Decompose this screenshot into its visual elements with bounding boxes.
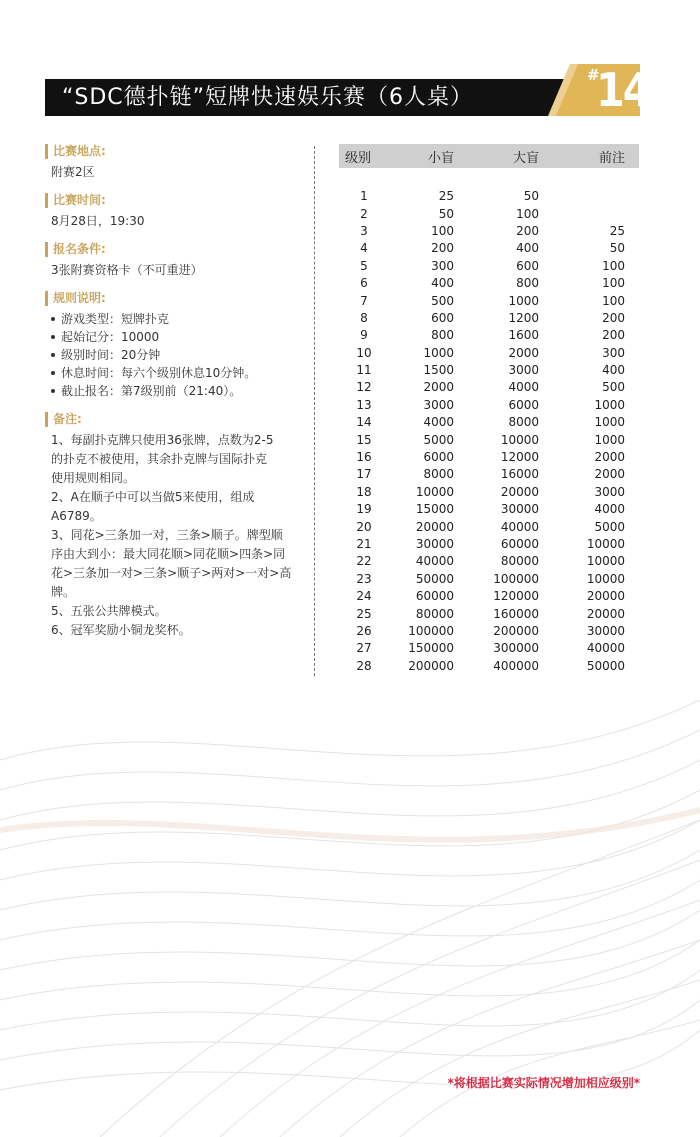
cell-level: 22 <box>356 554 372 569</box>
cell-ante <box>539 205 639 222</box>
cell-ante: 1000 <box>594 432 625 447</box>
table-row <box>339 379 639 396</box>
cell-level: 17 <box>356 467 372 482</box>
cell-small-blind: 6000 <box>423 450 454 465</box>
cell-ante: 2000 <box>594 450 625 465</box>
cell-ante: 5000 <box>594 519 625 534</box>
cell-ante: 10000 <box>586 537 625 551</box>
table-row <box>339 536 639 553</box>
cell-small-blind: 4000 <box>423 415 454 430</box>
cell-ante: 10000 <box>586 554 625 569</box>
rule-item <box>51 382 300 400</box>
table-spacer <box>339 168 639 188</box>
cell-level: 21 <box>356 537 372 551</box>
table-row <box>339 658 639 675</box>
bullet-icon <box>51 389 55 393</box>
table-row <box>339 188 639 205</box>
note-line: 牌。 <box>51 585 76 599</box>
cell-ante: 100 <box>602 276 625 291</box>
cell-small-blind: 500 <box>431 293 454 308</box>
cell-small-blind: 5000 <box>423 432 454 447</box>
table-row <box>339 466 639 483</box>
cell-level: 8 <box>360 310 368 325</box>
entry-label: 报名条件: <box>45 242 300 257</box>
cell-level: 5 <box>360 258 368 273</box>
cell-ante: 1000 <box>594 415 625 430</box>
cell-small-blind: 50000 <box>415 571 454 586</box>
column-divider <box>314 146 315 676</box>
cell-ante: 2000 <box>594 467 625 482</box>
table-row <box>339 518 639 535</box>
cell-small-blind: 2000 <box>423 380 454 395</box>
rule-item <box>51 346 300 364</box>
cell-small-blind: 15000 <box>415 502 454 517</box>
cell-big-blind: 40000 <box>500 519 539 534</box>
table-body <box>339 168 639 675</box>
cell-small-blind: 300 <box>431 258 454 273</box>
time-section <box>45 193 300 230</box>
table-row <box>339 345 639 362</box>
cell-big-blind: 400000 <box>493 658 539 673</box>
rule-text: 截止报名：第7级别前（21:40）。 <box>61 384 242 398</box>
cell-small-blind: 40000 <box>415 554 454 569</box>
cell-big-blind: 20000 <box>500 484 539 499</box>
cell-small-blind: 600 <box>431 310 454 325</box>
cell-small-blind: 200 <box>431 241 454 256</box>
cell-ante: 500 <box>602 380 625 395</box>
cell-big-blind: 200000 <box>493 623 539 638</box>
rule-text: 起始记分：10000 <box>61 330 160 344</box>
table-row <box>339 205 639 222</box>
cell-ante: 400 <box>602 363 625 378</box>
cell-ante: 50 <box>609 241 625 256</box>
rule-text: 休息时间：每六个级别休息10分钟。 <box>61 366 257 380</box>
table-row <box>339 275 639 292</box>
note-line: 花>三条加一对>三条>顺子>两对>一对>高 <box>51 566 292 580</box>
venue-section <box>45 144 300 181</box>
rule-item <box>51 328 300 346</box>
cell-small-blind: 8000 <box>423 467 454 482</box>
note-line: 5、五张公共牌模式。 <box>51 604 167 618</box>
cell-big-blind: 300000 <box>493 641 539 656</box>
table-row <box>339 223 639 240</box>
cell-level: 18 <box>356 484 372 499</box>
rules-label: 规则说明: <box>45 291 300 306</box>
cell-small-blind: 800 <box>431 328 454 343</box>
cell-big-blind: 800 <box>516 276 539 291</box>
header-level: 级别 <box>339 144 389 168</box>
cell-level: 6 <box>360 276 368 291</box>
cell-big-blind: 8000 <box>508 415 539 430</box>
cell-big-blind: 10000 <box>500 432 539 447</box>
cell-level: 26 <box>356 623 372 638</box>
page-title: “SDC德扑链”短牌快速娱乐赛（6人桌） <box>62 85 474 110</box>
cell-ante: 1000 <box>594 397 625 412</box>
cell-ante: 10000 <box>586 571 625 586</box>
table-row <box>339 640 639 657</box>
cell-small-blind: 1000 <box>423 345 454 360</box>
table-row <box>339 327 639 344</box>
cell-small-blind: 200000 <box>408 658 454 673</box>
cell-big-blind: 100000 <box>493 571 539 586</box>
cell-small-blind: 80000 <box>415 606 454 621</box>
note-line: 的扑克不被使用，其余扑克牌与国际扑克 <box>51 452 268 466</box>
cell-big-blind: 80000 <box>500 554 539 569</box>
cell-big-blind: 30000 <box>500 502 539 517</box>
cell-level: 11 <box>356 363 372 378</box>
note-line: 6、冠军奖励小铜龙奖杯。 <box>51 623 191 637</box>
cell-big-blind: 6000 <box>508 397 539 412</box>
cell-level: 16 <box>356 450 372 465</box>
cell-ante: 300 <box>602 345 625 360</box>
bullet-icon <box>51 335 55 339</box>
cell-small-blind: 100 <box>431 223 454 238</box>
entry-value: 3张附赛资格卡（不可重进） <box>51 263 203 277</box>
table-row <box>339 258 639 275</box>
cell-level: 4 <box>360 241 368 256</box>
header-big-blind: 大盲 <box>454 144 539 168</box>
cell-ante: 40000 <box>586 641 625 656</box>
table-row <box>339 310 639 327</box>
cell-big-blind: 400 <box>516 241 539 256</box>
time-value: 8月28日，19:30 <box>51 214 145 228</box>
table-row <box>339 431 639 448</box>
cell-level: 9 <box>360 328 368 343</box>
table-row <box>339 484 639 501</box>
cell-level: 25 <box>356 606 372 621</box>
cell-small-blind: 60000 <box>415 589 454 604</box>
cell-ante: 100 <box>602 258 625 273</box>
rule-item <box>51 310 300 328</box>
notes-list <box>45 431 300 640</box>
cell-ante: 20000 <box>586 589 625 604</box>
entry-section <box>45 242 300 279</box>
cell-big-blind: 2000 <box>508 345 539 360</box>
bullet-icon <box>51 317 55 321</box>
rules-section <box>45 291 300 400</box>
table-row <box>339 362 639 379</box>
cell-small-blind: 25 <box>438 189 454 204</box>
cell-level: 1 <box>360 189 368 204</box>
notes-section <box>45 412 300 640</box>
cell-big-blind: 1600 <box>508 328 539 343</box>
cell-ante: 3000 <box>594 484 625 499</box>
cell-ante: 50000 <box>586 658 625 673</box>
cell-level: 10 <box>356 345 372 360</box>
note-line: A6789。 <box>51 509 102 523</box>
cell-big-blind: 1000 <box>508 293 539 308</box>
cell-big-blind: 600 <box>516 258 539 273</box>
cell-big-blind: 200 <box>516 223 539 238</box>
cell-ante: 200 <box>602 328 625 343</box>
cell-level: 3 <box>360 223 368 238</box>
cell-big-blind: 100 <box>516 206 539 221</box>
cell-big-blind: 4000 <box>508 380 539 395</box>
cell-ante: 100 <box>602 293 625 308</box>
cell-big-blind: 160000 <box>493 606 539 621</box>
cell-ante <box>539 188 639 205</box>
note-line: 序由大到小：最大同花顺>同花顺>四条>同 <box>51 547 286 561</box>
cell-big-blind: 120000 <box>493 589 539 604</box>
cell-small-blind: 3000 <box>423 397 454 412</box>
cell-big-blind: 3000 <box>508 363 539 378</box>
table-row <box>339 553 639 570</box>
venue-value: 附赛2区 <box>51 165 95 179</box>
event-info <box>45 144 300 652</box>
bullet-icon <box>51 353 55 357</box>
cell-big-blind: 1200 <box>508 310 539 325</box>
table-row <box>339 449 639 466</box>
table-row <box>339 623 639 640</box>
note-line: 2、A在顺子中可以当做5来使用，组成 <box>51 490 255 504</box>
cell-level: 28 <box>356 658 372 673</box>
cell-big-blind: 60000 <box>500 537 539 551</box>
table-row <box>339 571 639 588</box>
cell-small-blind: 30000 <box>415 537 454 551</box>
time-label: 比赛时间: <box>45 193 300 208</box>
cell-ante: 200 <box>602 310 625 325</box>
cell-level: 15 <box>356 432 372 447</box>
note-line: 3、同花>三条加一对，三条>顺子。牌型顺 <box>51 528 283 542</box>
rule-text: 级别时间：20分钟 <box>61 348 161 362</box>
table-row <box>339 414 639 431</box>
note-line: 1、每副扑克牌只使用36张牌，点数为2-5 <box>51 433 274 447</box>
notes-label: 备注: <box>45 412 300 427</box>
cell-small-blind: 150000 <box>408 641 454 656</box>
venue-label: 比赛地点: <box>45 144 300 159</box>
footnote: *将根据比赛实际情况增加相应级别* <box>447 1076 640 1090</box>
cell-level: 27 <box>356 641 372 656</box>
cell-level: 24 <box>356 589 372 604</box>
header-small-blind: 小盲 <box>389 144 454 168</box>
rule-text: 游戏类型：短牌扑克 <box>61 312 170 326</box>
note-line: 使用规则相同。 <box>51 471 136 485</box>
cell-big-blind: 12000 <box>500 450 539 465</box>
cell-level: 14 <box>356 415 372 430</box>
badge-hash: # <box>587 66 600 84</box>
cell-ante: 4000 <box>594 502 625 517</box>
cell-small-blind: 1500 <box>423 363 454 378</box>
bullet-icon <box>51 371 55 375</box>
rule-item <box>51 364 300 382</box>
cell-small-blind: 100000 <box>408 623 454 638</box>
cell-small-blind: 20000 <box>415 519 454 534</box>
cell-level: 13 <box>356 397 372 412</box>
table-row <box>339 605 639 622</box>
cell-small-blind: 50 <box>438 206 454 221</box>
cell-big-blind: 16000 <box>500 467 539 482</box>
cell-level: 20 <box>356 519 372 534</box>
table-row <box>339 397 639 414</box>
rules-list <box>45 310 300 400</box>
table-row <box>339 292 639 309</box>
table-row <box>339 501 639 518</box>
blind-structure-table <box>339 144 639 675</box>
table-header-row <box>339 144 639 168</box>
cell-small-blind: 400 <box>431 276 454 291</box>
cell-ante: 25 <box>609 223 625 238</box>
cell-level: 7 <box>360 293 368 308</box>
cell-small-blind: 10000 <box>415 484 454 499</box>
cell-level: 19 <box>356 502 372 517</box>
cell-ante: 30000 <box>586 623 625 638</box>
cell-level: 23 <box>356 571 372 586</box>
table-row <box>339 240 639 257</box>
cell-level: 2 <box>360 206 368 221</box>
table-row <box>339 588 639 605</box>
badge-number: 14 <box>596 63 650 117</box>
header-ante: 前注 <box>539 144 639 168</box>
cell-level: 12 <box>356 380 372 395</box>
cell-big-blind: 50 <box>523 189 539 204</box>
cell-ante: 20000 <box>586 606 625 621</box>
